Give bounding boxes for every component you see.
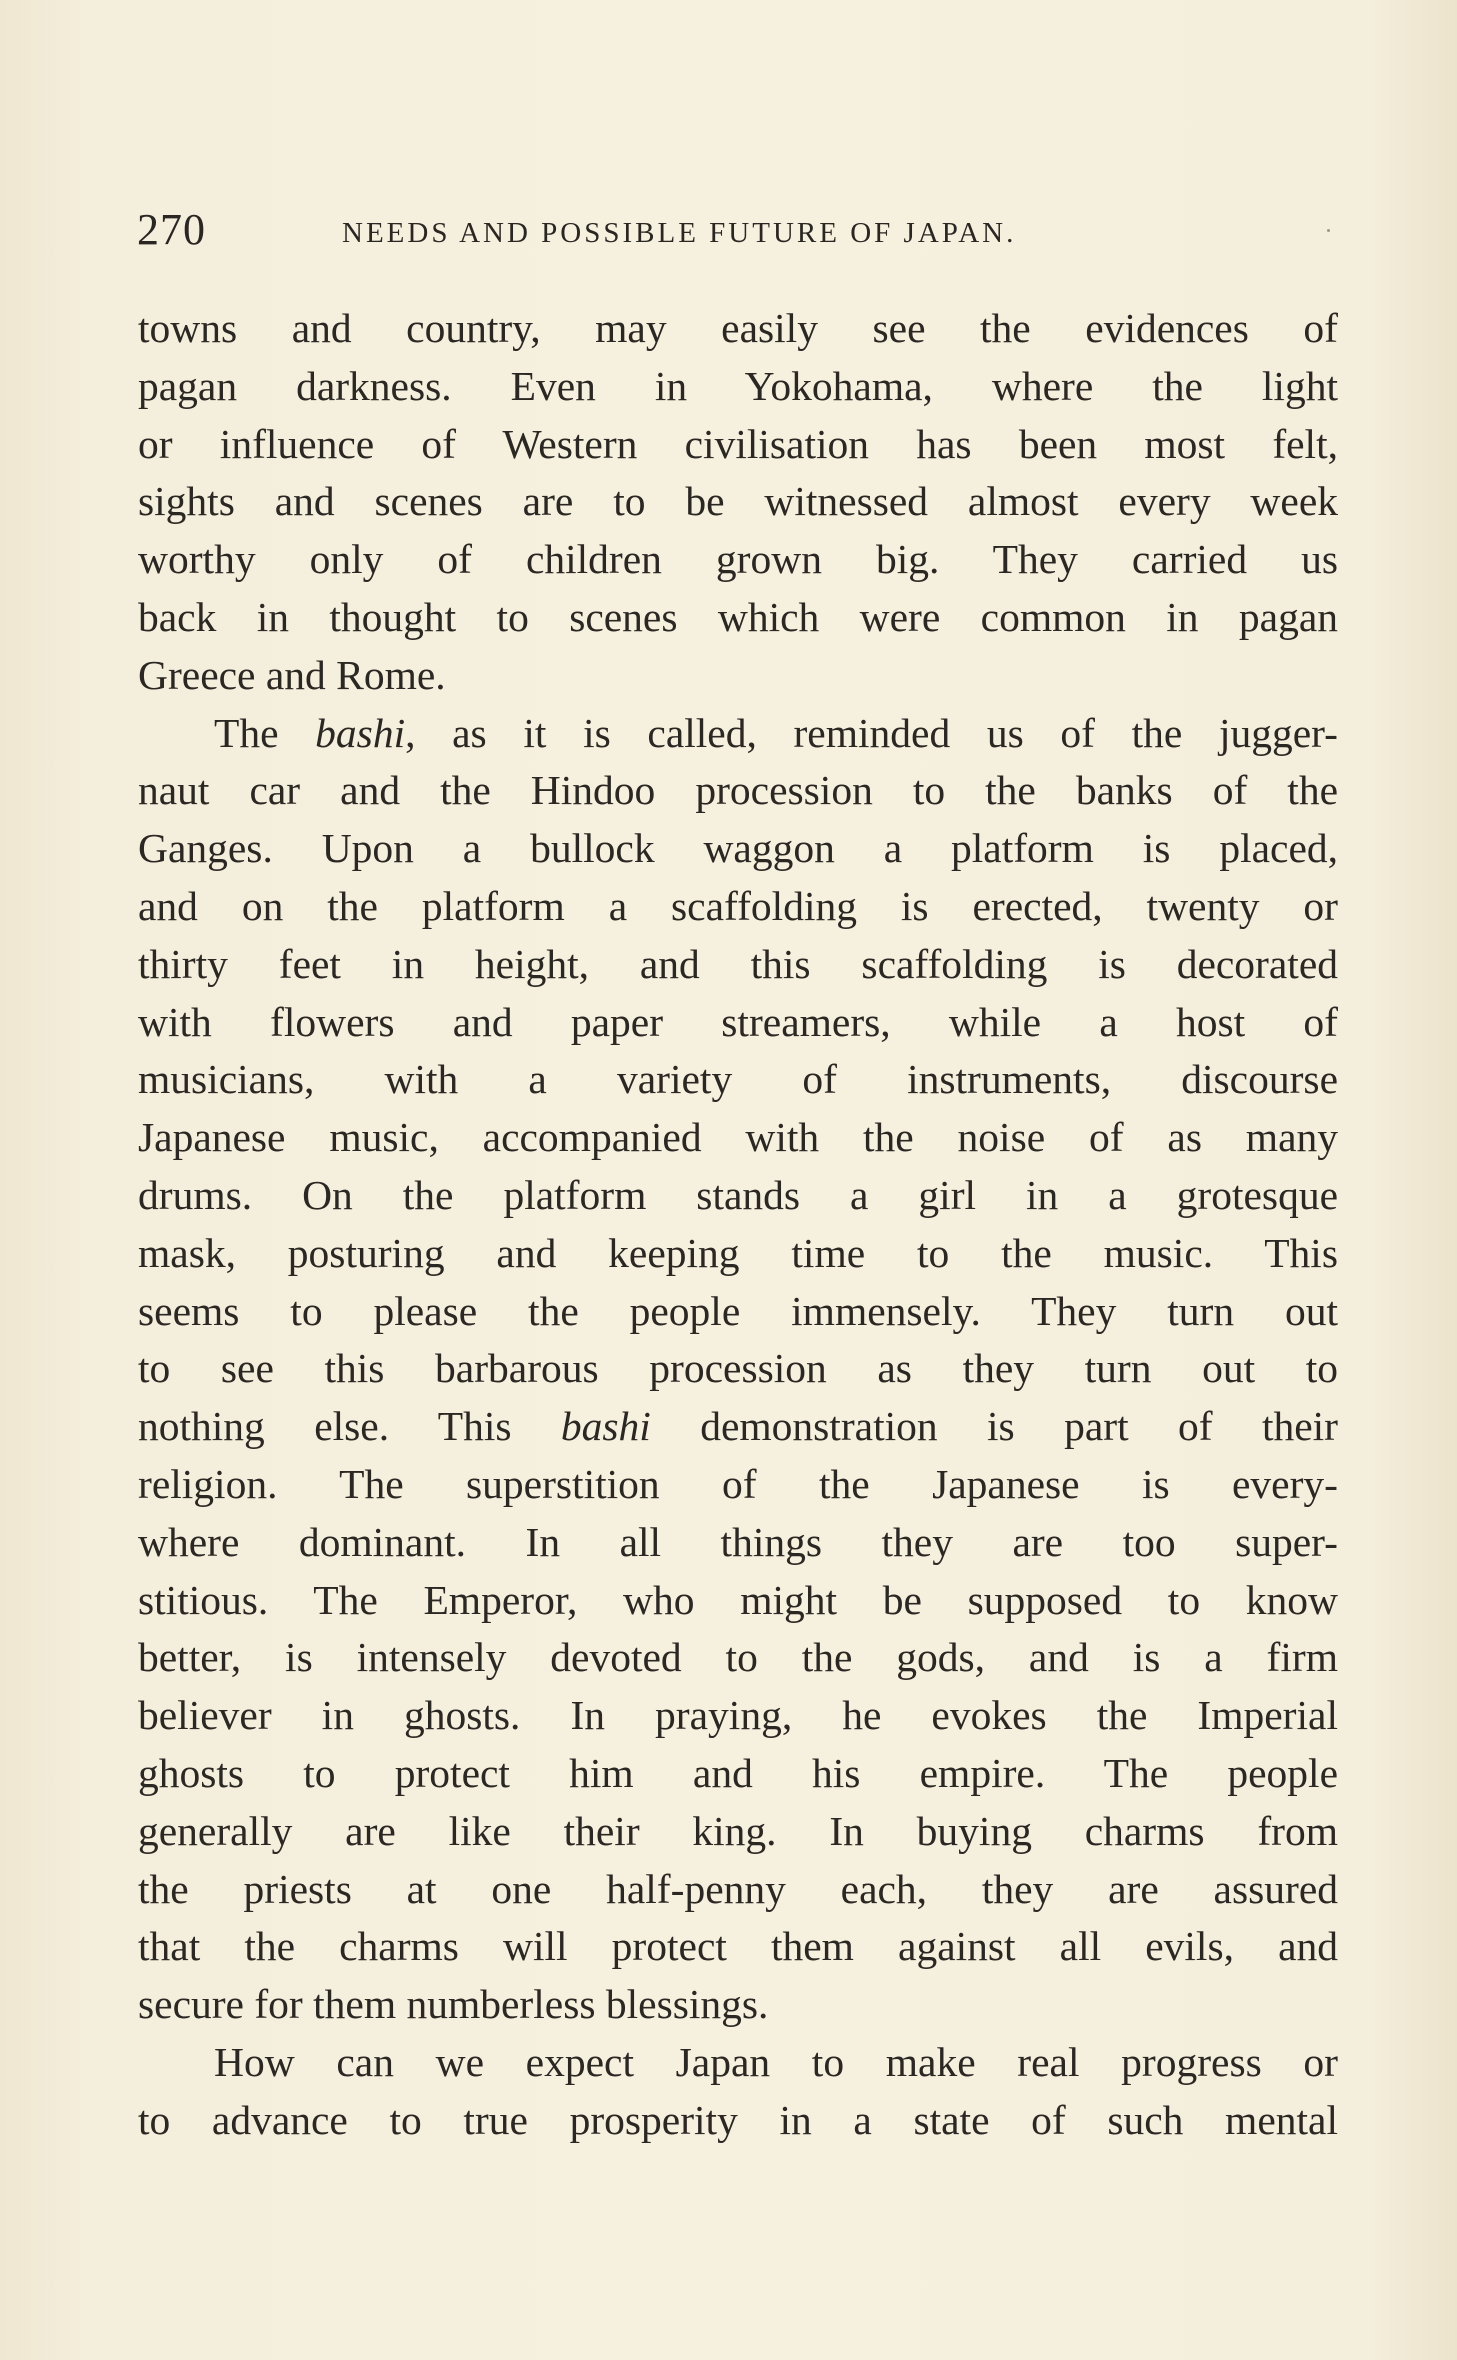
text-line: back in thought to scenes which were common in pagan bbox=[138, 593, 1338, 640]
body-text bbox=[138, 300, 1338, 2150]
text-line: pagan darkness. Even in Yokohama, where the light bbox=[138, 362, 1338, 409]
text-line: believer in ghosts. In praying, he evokes the Imperial bbox=[138, 1692, 1338, 1739]
text-line: Japanese music, accompanied with the noise of as many bbox=[138, 1114, 1338, 1161]
text-line: religion. The superstition of the Japanese is every- bbox=[138, 1460, 1338, 1507]
italic-term: bashi bbox=[315, 709, 406, 756]
paragraph-3 bbox=[138, 2034, 1338, 2150]
text-line: to see this barbarous procession as they turn out to bbox=[138, 1345, 1338, 1392]
text-line: secure for them numberless blessings. bbox=[138, 1981, 769, 2028]
text-line: better, is intensely devoted to the gods, and is a firm bbox=[138, 1634, 1338, 1681]
text-line: generally are like their king. In buying charms from bbox=[138, 1807, 1338, 1854]
text-line: nothing else. This bashi demonstration is part of their bbox=[138, 1403, 1338, 1450]
text-line: The bashi, as it is called, reminded us of the jugger- bbox=[214, 709, 1338, 756]
text-line: thirty feet in height, and this scaffolding is decorated bbox=[138, 940, 1338, 987]
text-line: Ganges. Upon a bullock waggon a platform is placed, bbox=[138, 825, 1338, 872]
text-line: mask, posturing and keeping time to the music. This bbox=[138, 1229, 1338, 1276]
paragraph-2 bbox=[138, 705, 1338, 2034]
print-speck bbox=[1327, 229, 1330, 232]
text-line: or influence of Western civilisation has been most felt, bbox=[138, 420, 1338, 467]
page-header bbox=[137, 205, 1337, 255]
text-line: drums. On the platform stands a girl in a grotesque bbox=[138, 1171, 1338, 1218]
text-line: towns and country, may easily see the evidences of bbox=[138, 305, 1338, 351]
text-line: where dominant. In all things they are too super- bbox=[138, 1518, 1338, 1565]
text-line: Greece and Rome. bbox=[138, 651, 446, 698]
text-line: to advance to true prosperity in a state of such mental bbox=[138, 2096, 1338, 2143]
text-line: naut car and the Hindoo procession to the banks of the bbox=[138, 767, 1338, 814]
text-line: and on the platform a scaffolding is erected, twenty or bbox=[138, 882, 1338, 929]
text-line: with flowers and paper streamers, while a host of bbox=[138, 998, 1338, 1045]
text-line: musicians, with a variety of instruments, discourse bbox=[138, 1056, 1338, 1103]
paragraph-1 bbox=[138, 300, 1338, 705]
text-line: ghosts to protect him and his empire. The people bbox=[138, 1749, 1338, 1796]
text-line: worthy only of children grown big. They carried us bbox=[138, 536, 1338, 583]
page-number: 270 bbox=[137, 205, 206, 254]
text-line: that the charms will protect them against all evils, and bbox=[138, 1923, 1338, 1970]
text-line: the priests at one half-penny each, they are assured bbox=[138, 1865, 1338, 1912]
text-line: How can we expect Japan to make real progress or bbox=[214, 2038, 1338, 2085]
italic-term: bashi bbox=[560, 1403, 651, 1450]
text-line: sights and scenes are to be witnessed almost every week bbox=[138, 478, 1338, 525]
text-line: stitious. The Emperor, who might be supposed to know bbox=[138, 1576, 1338, 1623]
text-line: seems to please the people immensely. They turn out bbox=[138, 1287, 1338, 1334]
running-head: NEEDS AND POSSIBLE FUTURE OF JAPAN. bbox=[342, 217, 1017, 249]
